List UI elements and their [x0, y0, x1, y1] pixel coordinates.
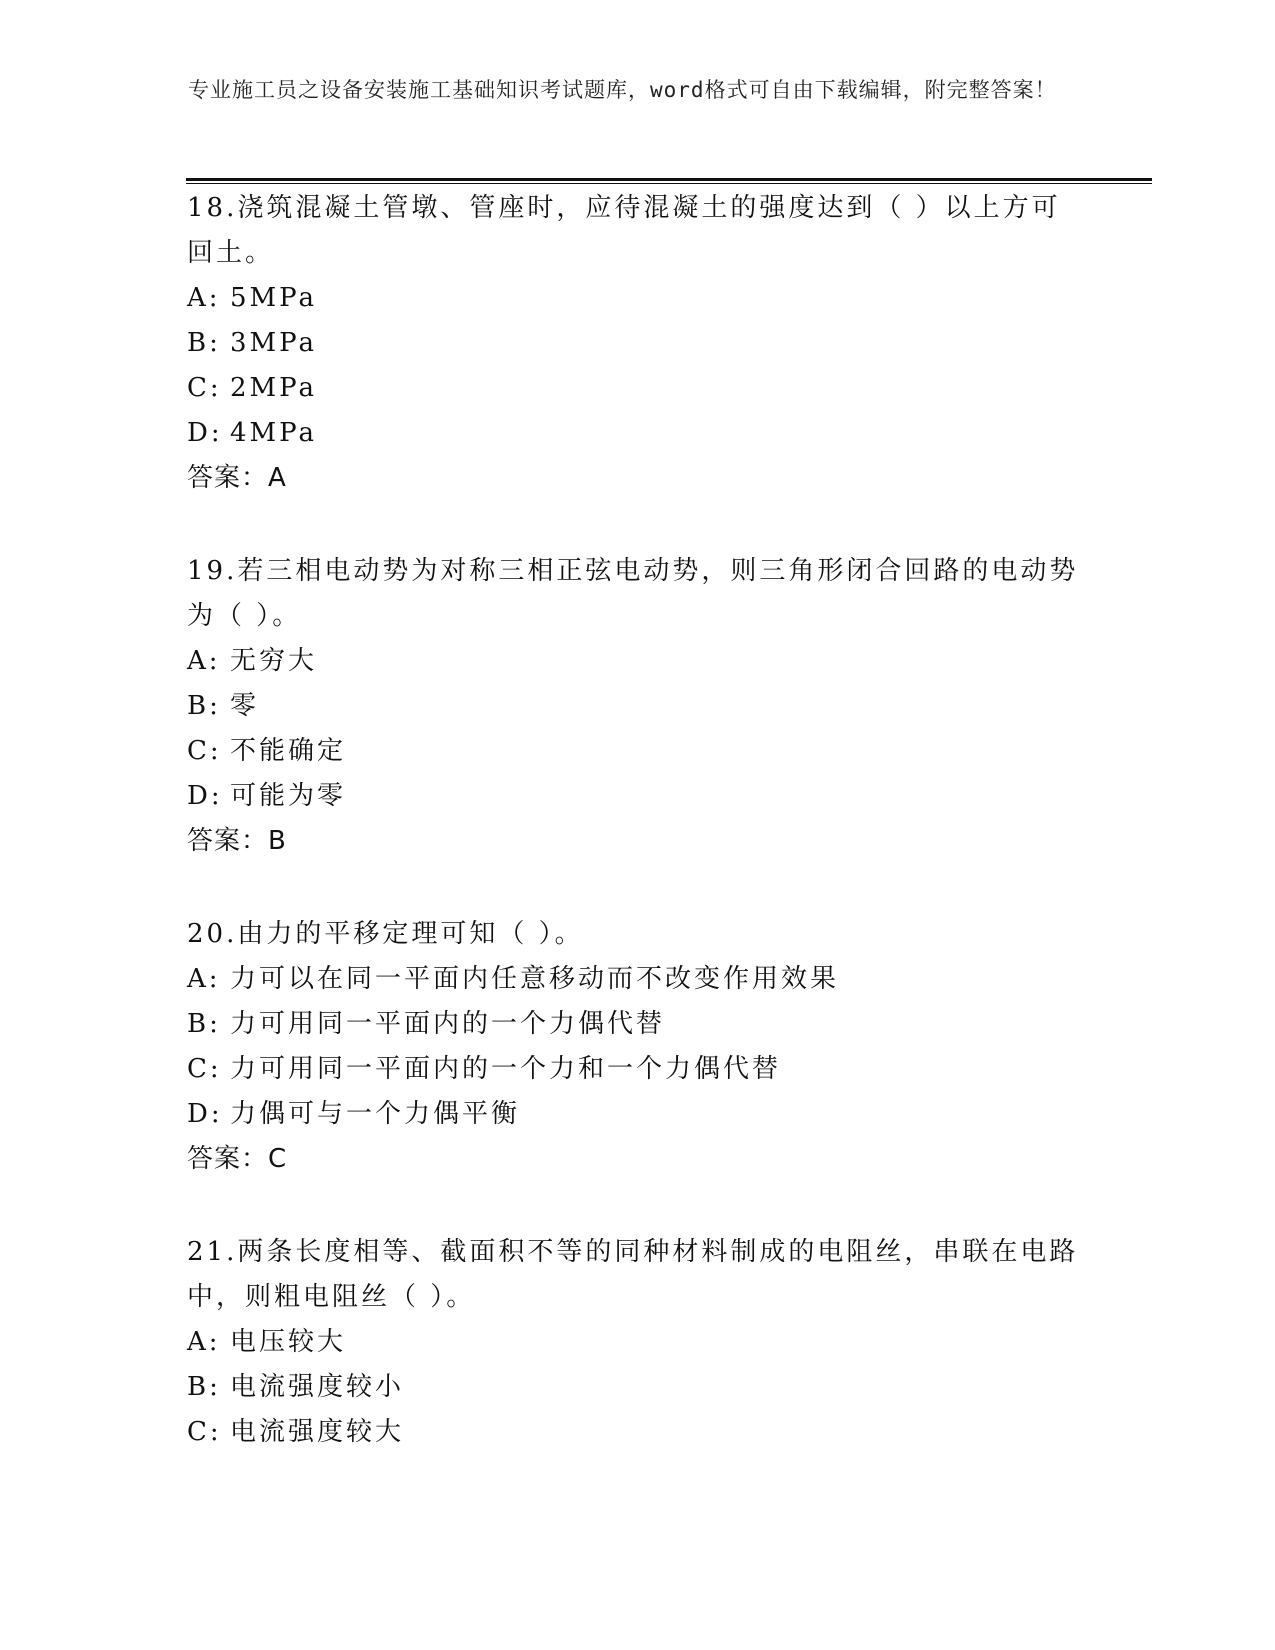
option-letter: B:: [187, 691, 221, 721]
option-b: [187, 321, 1087, 366]
option-text: 力可以在同一平面内任意移动而不改变作用效果: [230, 964, 840, 994]
option-text: 不能确定: [230, 736, 347, 766]
question-stem: 20.由力的平移定理可知（ ）。: [187, 919, 584, 949]
option-c: [187, 1410, 1087, 1455]
option-letter: C:: [187, 1417, 222, 1447]
option-letter: C:: [187, 1054, 222, 1084]
option-text: 无穷大: [230, 646, 318, 676]
option-a: [187, 639, 1087, 684]
option-letter: A:: [187, 283, 221, 313]
option-b: [187, 1365, 1087, 1410]
option-c: [187, 366, 1087, 411]
answer-line: 答案：A: [187, 463, 287, 493]
option-d: [187, 411, 1087, 456]
option-a: [187, 1320, 1087, 1365]
option-text: 2MPa: [230, 373, 317, 403]
question-stem: 18.浇筑混凝土管墩、管座时，应待混凝土的强度达到（ ）以上方可回土。: [187, 193, 1061, 268]
option-text: 4MPa: [230, 418, 317, 448]
header-divider-thin: [186, 183, 1152, 184]
option-d: [187, 1092, 1087, 1137]
option-c: [187, 729, 1087, 774]
option-text: 零: [230, 691, 260, 721]
question-18: [187, 186, 1087, 501]
option-letter: C:: [187, 373, 222, 403]
question-19: [187, 549, 1087, 864]
option-text: 力可用同一平面内的一个力和一个力偶代替: [230, 1054, 782, 1084]
option-text: 3MPa: [230, 328, 317, 358]
option-letter: B:: [187, 1372, 221, 1402]
option-b: [187, 1002, 1087, 1047]
option-text: 电流强度较小: [230, 1372, 405, 1402]
header-divider-thick: [186, 178, 1152, 181]
option-letter: D:: [187, 418, 223, 448]
option-a: [187, 276, 1087, 321]
question-20: [187, 912, 1087, 1182]
option-letter: D:: [187, 781, 223, 811]
answer-line: 答案：C: [187, 1144, 288, 1174]
question-21: [187, 1230, 1087, 1455]
document-header: 专业施工员之设备安装施工基础知识考试题库，word格式可自由下载编辑，附完整答案！: [188, 78, 1057, 102]
option-text: 电压较大: [230, 1327, 347, 1357]
option-letter: A:: [187, 646, 221, 676]
option-d: [187, 774, 1087, 819]
option-text: 5MPa: [230, 283, 317, 313]
question-stem: 19.若三相电动势为对称三相正弦电动势，则三角形闭合回路的电动势为（ ）。: [187, 556, 1079, 631]
option-text: 可能为零: [230, 781, 347, 811]
question-stem: 21.两条长度相等、截面积不等的同种材料制成的电阻丝，串联在电路中，则粗电阻丝（ ）。: [187, 1237, 1079, 1312]
option-text: 力偶可与一个力偶平衡: [230, 1099, 521, 1129]
option-letter: B:: [187, 328, 221, 358]
answer-line: 答案：B: [187, 826, 287, 856]
option-letter: A:: [187, 964, 221, 994]
option-letter: D:: [187, 1099, 223, 1129]
option-c: [187, 1047, 1087, 1092]
option-letter: B:: [187, 1009, 221, 1039]
option-text: 力可用同一平面内的一个力偶代替: [230, 1009, 666, 1039]
option-letter: A:: [187, 1327, 221, 1357]
option-b: [187, 684, 1087, 729]
option-letter: C:: [187, 736, 222, 766]
option-a: [187, 957, 1087, 1002]
option-text: 电流强度较大: [230, 1417, 405, 1447]
